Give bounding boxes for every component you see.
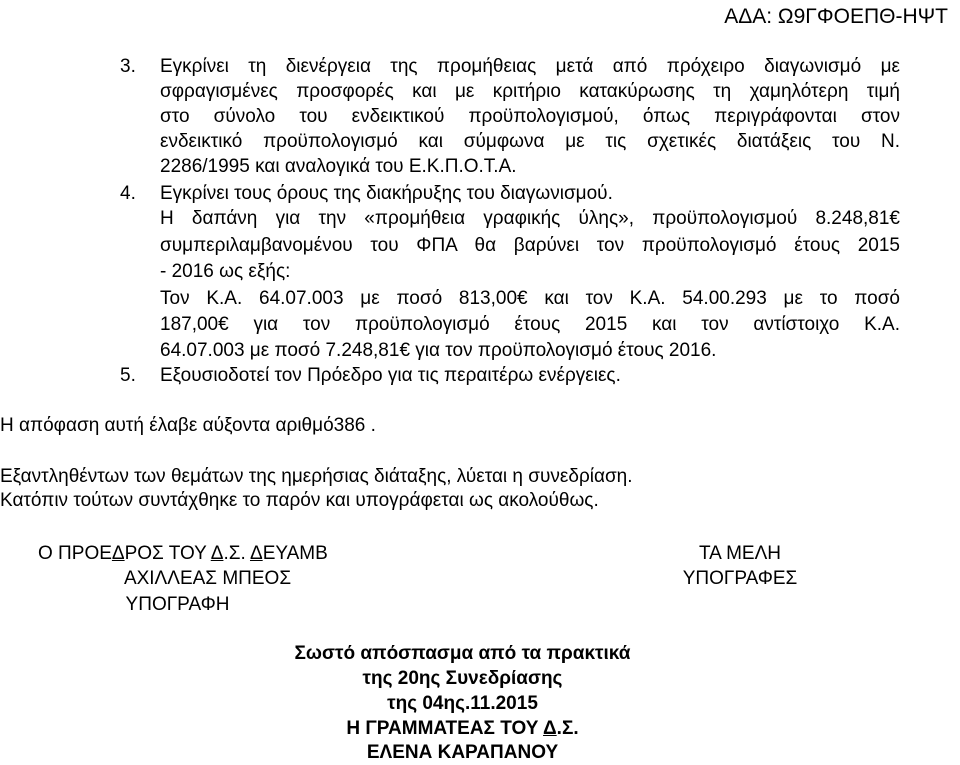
item-number-5: 5. bbox=[120, 365, 136, 386]
extract-line-3: της 04ης.11.2015 bbox=[387, 693, 538, 714]
ada-code: ΑΔΑ: Ω9ΓΦΟΕΠΘ-ΗΨΤ bbox=[724, 5, 948, 28]
item-number-3: 3. bbox=[120, 56, 136, 77]
item-5-line-1: Εξουσιοδοτεί τον Πρόεδρο για τις περαιτέρω ενέργειες. bbox=[160, 365, 621, 386]
item-4-line-7: 64.07.003 με ποσό 7.248,81€ για τον προϋπολογισμό έτους 2016. bbox=[160, 340, 717, 361]
item-3-line-1: Εγκρίνει τη διενέργεια της προμήθειας μετά από πρόχειρο διαγωνισμό με bbox=[160, 56, 900, 77]
members-signature: ΥΠΟΓΡΑΦΕΣ bbox=[682, 568, 798, 589]
item-4-line-5: Τον Κ.Α. 64.07.003 με ποσό 813,00€ και τον Κ.Α. 54.00.293 με το ποσό bbox=[160, 288, 900, 309]
extract-line-1: Σωστό απόσπασμα από τα πρακτικά bbox=[294, 643, 631, 664]
item-4-line-3: συμπεριλαμβανομένου του ΦΠΑ θα βαρύνει τον προϋπολογισμό έτους 2015 bbox=[160, 235, 900, 256]
president-signature: ΥΠΟΓΡΑΦΗ bbox=[125, 594, 230, 615]
president-name: ΑΧΙΛΛΕΑΣ ΜΠΕΟΣ bbox=[123, 568, 292, 589]
president-title: Ο ΠΡΟΕΔΡΟΣ ΤΟΥ Δ.Σ. ΔΕΥΑΜΒ bbox=[38, 543, 328, 564]
item-3-line-2: σφραγισμένες προσφορές και με κριτήριο κατακύρωσης τη χαμηλότερη τιμή bbox=[160, 81, 900, 102]
item-3-line-4: ενδεικτικό προϋπολογισμό και σύμφωνα με τις σχετικές διατάξεις του Ν. bbox=[160, 131, 900, 152]
item-number-4: 4. bbox=[120, 183, 136, 204]
extract-line-2: της 20ης Συνεδρίασης bbox=[362, 668, 563, 689]
decision-number: Η απόφαση αυτή έλαβε αύξοντα αριθμό386 . bbox=[0, 415, 376, 436]
closing-line-2: Κατόπιν τούτων συντάχθηκε το παρόν και υπογράφεται ως ακολούθως. bbox=[0, 490, 599, 511]
members-title: ΤΑ ΜΕΛΗ bbox=[698, 543, 781, 564]
closing-line-1: Εξαντληθέντων των θεμάτων της ημερήσιας διάταξης, λύεται η συνεδρίαση. bbox=[0, 466, 633, 487]
item-3-line-5: 2286/1995 και αναλογικά του Ε.Κ.Π.Ο.Τ.Α. bbox=[160, 156, 517, 177]
extract-line-4: Η ΓΡΑΜΜΑΤΕΑΣ ΤΟΥ Δ.Σ. bbox=[346, 718, 579, 739]
item-4-line-1: Εγκρίνει τους όρους της διακήρυξης του διαγωνισμού. bbox=[160, 183, 613, 204]
extract-line-5: ΕΛΕΝΑ ΚΑΡΑΠΑΝΟΥ bbox=[366, 742, 559, 763]
item-4-line-2: Η δαπάνη για την «προμήθεια γραφικής ύλης», προϋπολογισμού 8.248,81€ bbox=[160, 208, 900, 229]
item-3-line-3: στο σύνολο του ενδεικτικού προϋπολογισμού, όπως περιγράφονται στον bbox=[160, 106, 900, 127]
item-4-line-4: - 2016 ως εξής: bbox=[160, 261, 291, 282]
item-4-line-6: 187,00€ για τον προϋπολογισμό έτους 2015 και τον αντίστοιχο Κ.Α. bbox=[160, 314, 900, 335]
